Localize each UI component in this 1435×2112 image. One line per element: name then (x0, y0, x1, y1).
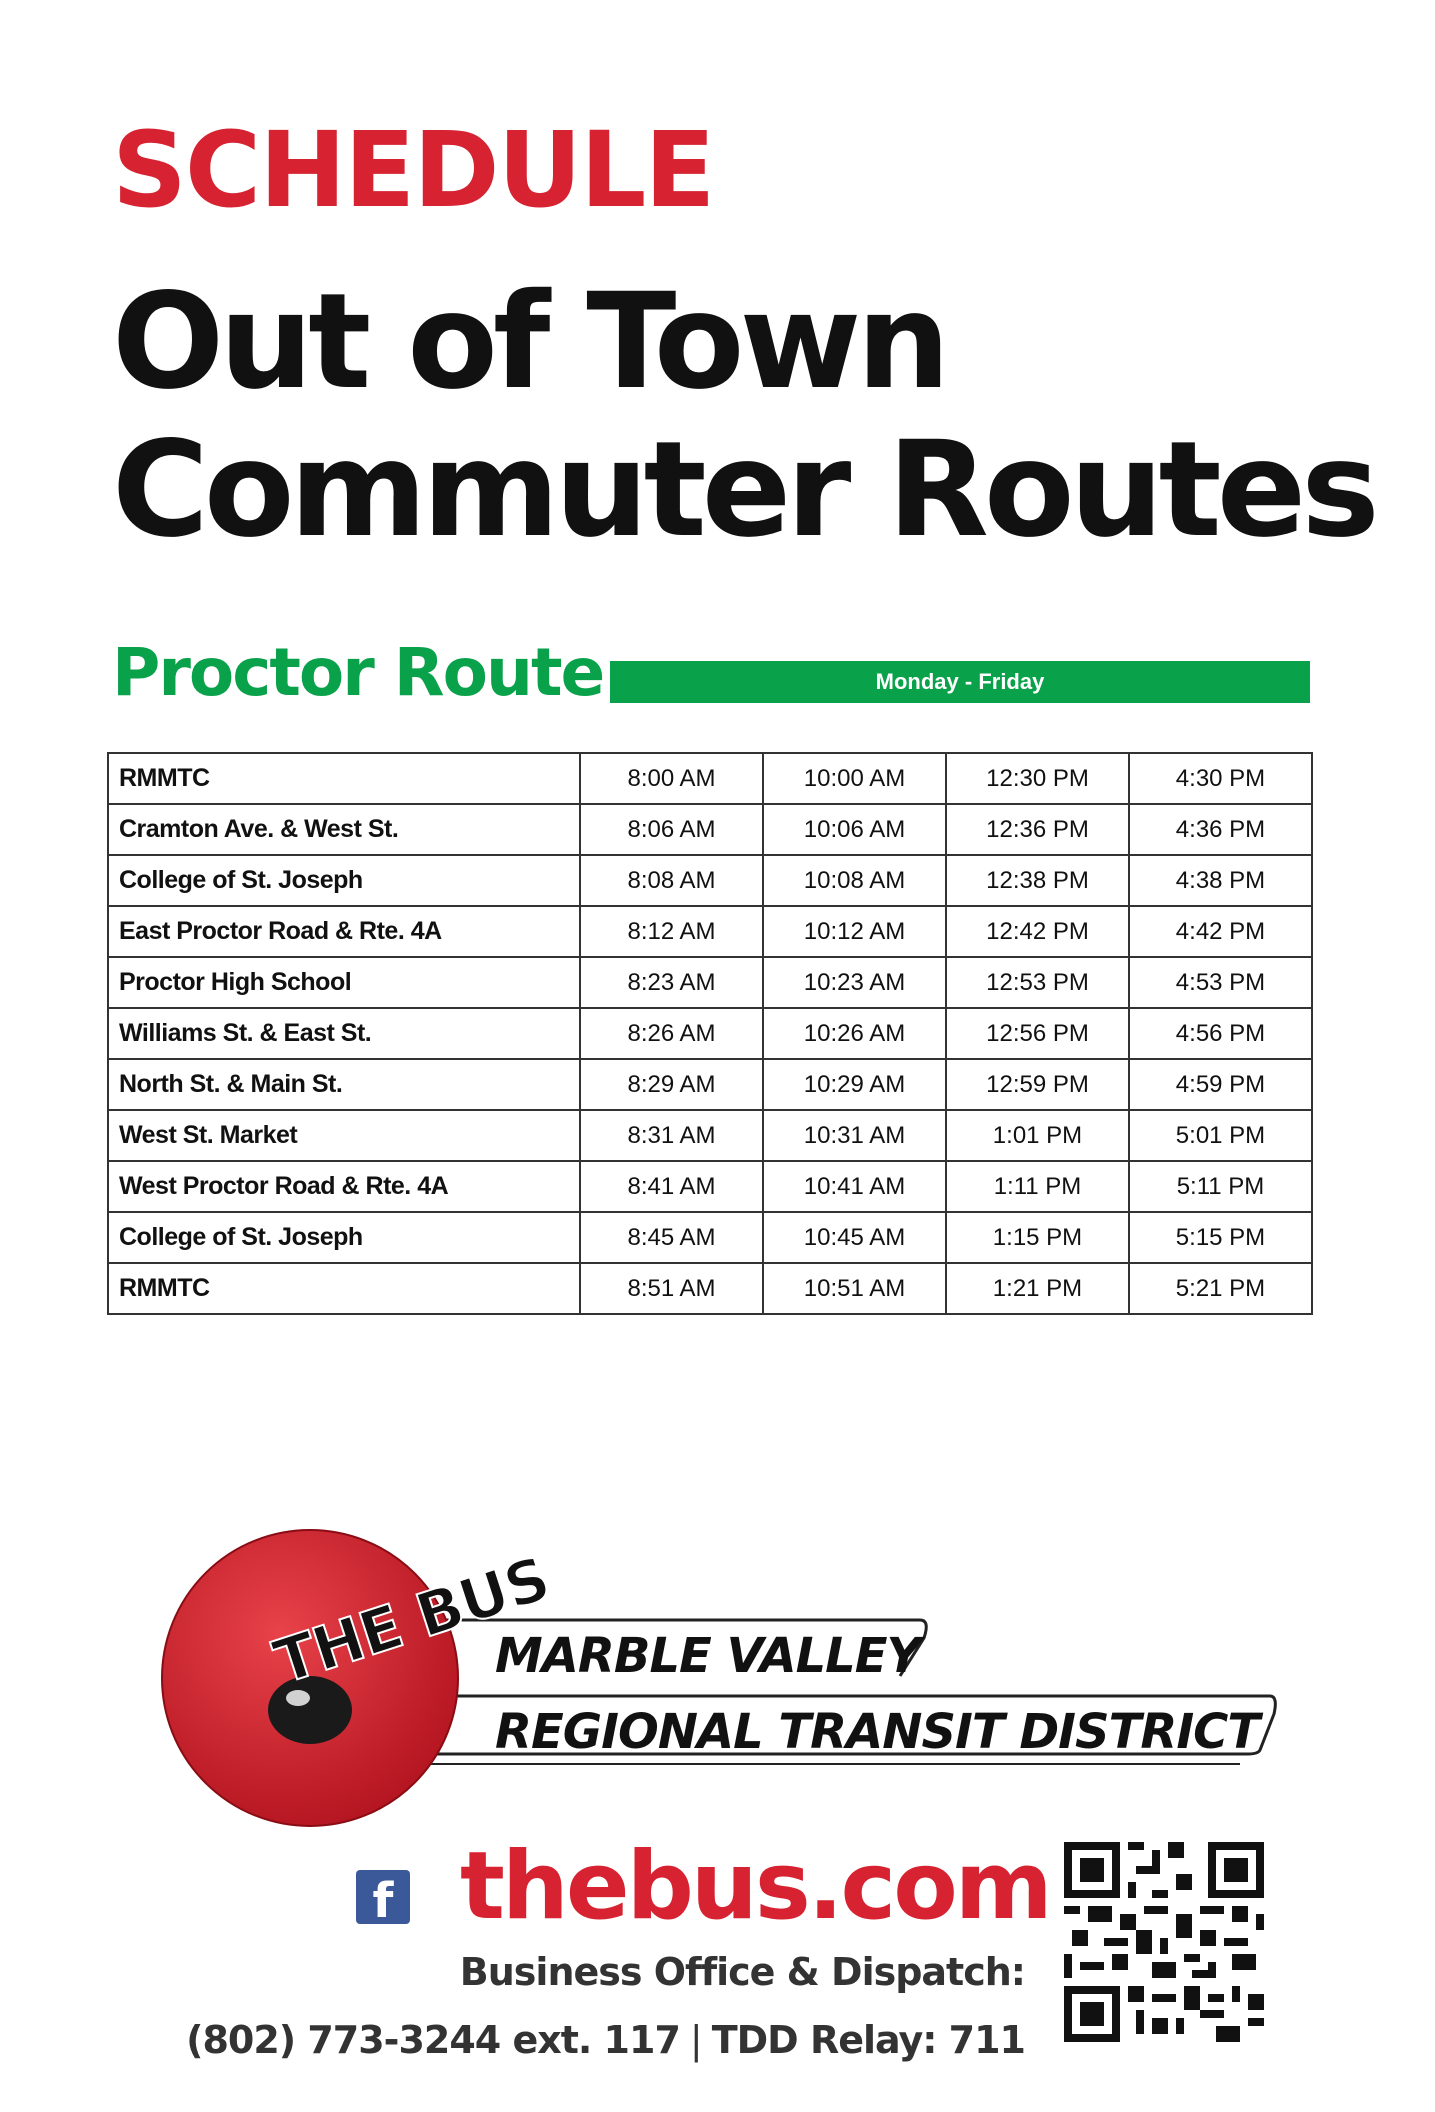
departure-time: 8:26 AM (580, 1008, 763, 1059)
stop-name: North St. & Main St. (108, 1059, 580, 1110)
departure-time: 1:15 PM (946, 1212, 1129, 1263)
schedule-row (108, 804, 1312, 855)
schedule-kicker: SCHEDULE (112, 109, 714, 231)
departure-time: 4:36 PM (1129, 804, 1312, 855)
schedule-row (108, 906, 1312, 957)
departure-time: 4:56 PM (1129, 1008, 1312, 1059)
departure-time: 12:59 PM (946, 1059, 1129, 1110)
departure-time: 12:38 PM (946, 855, 1129, 906)
stop-name: Cramton Ave. & West St. (108, 804, 580, 855)
schedule-row (108, 855, 1312, 906)
departure-time: 4:59 PM (1129, 1059, 1312, 1110)
stop-name: College of St. Joseph (108, 1212, 580, 1263)
schedule-row (108, 753, 1312, 804)
stop-name: RMMTC (108, 1263, 580, 1314)
departure-time: 12:42 PM (946, 906, 1129, 957)
departure-time: 1:11 PM (946, 1161, 1129, 1212)
separator: | (689, 2018, 702, 2062)
departure-time: 10:45 AM (763, 1212, 946, 1263)
stop-name: East Proctor Road & Rte. 4A (108, 906, 580, 957)
schedule-row (108, 1110, 1312, 1161)
departure-time: 8:08 AM (580, 855, 763, 906)
departure-time: 12:30 PM (946, 753, 1129, 804)
departure-time: 8:06 AM (580, 804, 763, 855)
departure-time: 12:53 PM (946, 957, 1129, 1008)
service-days-banner: Monday - Friday (610, 661, 1310, 703)
departure-time: 8:12 AM (580, 906, 763, 957)
qr-code-icon[interactable] (1064, 1842, 1264, 2042)
schedule-row (108, 1008, 1312, 1059)
departure-time: 12:56 PM (946, 1008, 1129, 1059)
schedule-row (108, 957, 1312, 1008)
page-title (112, 265, 1375, 567)
schedule-row (108, 1161, 1312, 1212)
departure-time: 4:30 PM (1129, 753, 1312, 804)
departure-time: 8:29 AM (580, 1059, 763, 1110)
departure-time: 10:41 AM (763, 1161, 946, 1212)
brand-name-line2: REGIONAL TRANSIT DISTRICT (495, 1704, 1260, 1760)
departure-time: 10:29 AM (763, 1059, 946, 1110)
departure-time: 10:31 AM (763, 1110, 946, 1161)
departure-time: 8:41 AM (580, 1161, 763, 1212)
stop-name: West Proctor Road & Rte. 4A (108, 1161, 580, 1212)
departure-time: 8:51 AM (580, 1263, 763, 1314)
office-label: Business Office & Dispatch: (459, 1950, 1025, 1994)
stop-name: West St. Market (108, 1110, 580, 1161)
tdd-relay: TDD Relay: 711 (711, 2018, 1025, 2062)
phone-number: (802) 773-3244 ext. 117 (186, 2018, 680, 2062)
departure-time: 10:12 AM (763, 906, 946, 957)
stop-name: College of St. Joseph (108, 855, 580, 906)
stop-name: RMMTC (108, 753, 580, 804)
logo-wordmark: THE BUS (266, 1543, 558, 1699)
schedule-row (108, 1263, 1312, 1314)
departure-time: 10:08 AM (763, 855, 946, 906)
departure-time: 5:11 PM (1129, 1161, 1312, 1212)
brand-name-line1: MARBLE VALLEY (495, 1628, 921, 1684)
departure-time: 8:45 AM (580, 1212, 763, 1263)
transit-logo (160, 1528, 1280, 1828)
departure-time: 8:23 AM (580, 957, 763, 1008)
departure-time: 10:51 AM (763, 1263, 946, 1314)
departure-time: 10:23 AM (763, 957, 946, 1008)
route-name: Proctor Route (112, 634, 604, 711)
departure-time: 5:01 PM (1129, 1110, 1312, 1161)
departure-time: 5:21 PM (1129, 1263, 1312, 1314)
schedule-body (108, 753, 1312, 1314)
schedule-row (108, 1212, 1312, 1263)
page-title-line1: Out of Town (112, 265, 946, 419)
schedule-table (107, 752, 1313, 1315)
facebook-icon[interactable]: f (356, 1870, 410, 1924)
departure-time: 8:00 AM (580, 753, 763, 804)
departure-time: 4:38 PM (1129, 855, 1312, 906)
departure-time: 8:31 AM (580, 1110, 763, 1161)
page-title-line2: Commuter Routes (112, 413, 1375, 567)
schedule-row (108, 1059, 1312, 1110)
departure-time: 12:36 PM (946, 804, 1129, 855)
departure-time: 1:21 PM (946, 1263, 1129, 1314)
contact-line (186, 2018, 1025, 2062)
departure-time: 10:00 AM (763, 753, 946, 804)
departure-time: 4:42 PM (1129, 906, 1312, 957)
departure-time: 5:15 PM (1129, 1212, 1312, 1263)
stop-name: Williams St. & East St. (108, 1008, 580, 1059)
departure-time: 4:53 PM (1129, 957, 1312, 1008)
departure-time: 1:01 PM (946, 1110, 1129, 1161)
website-link[interactable]: thebus.com (460, 1832, 1050, 1941)
departure-time: 10:06 AM (763, 804, 946, 855)
departure-time: 10:26 AM (763, 1008, 946, 1059)
stop-name: Proctor High School (108, 957, 580, 1008)
